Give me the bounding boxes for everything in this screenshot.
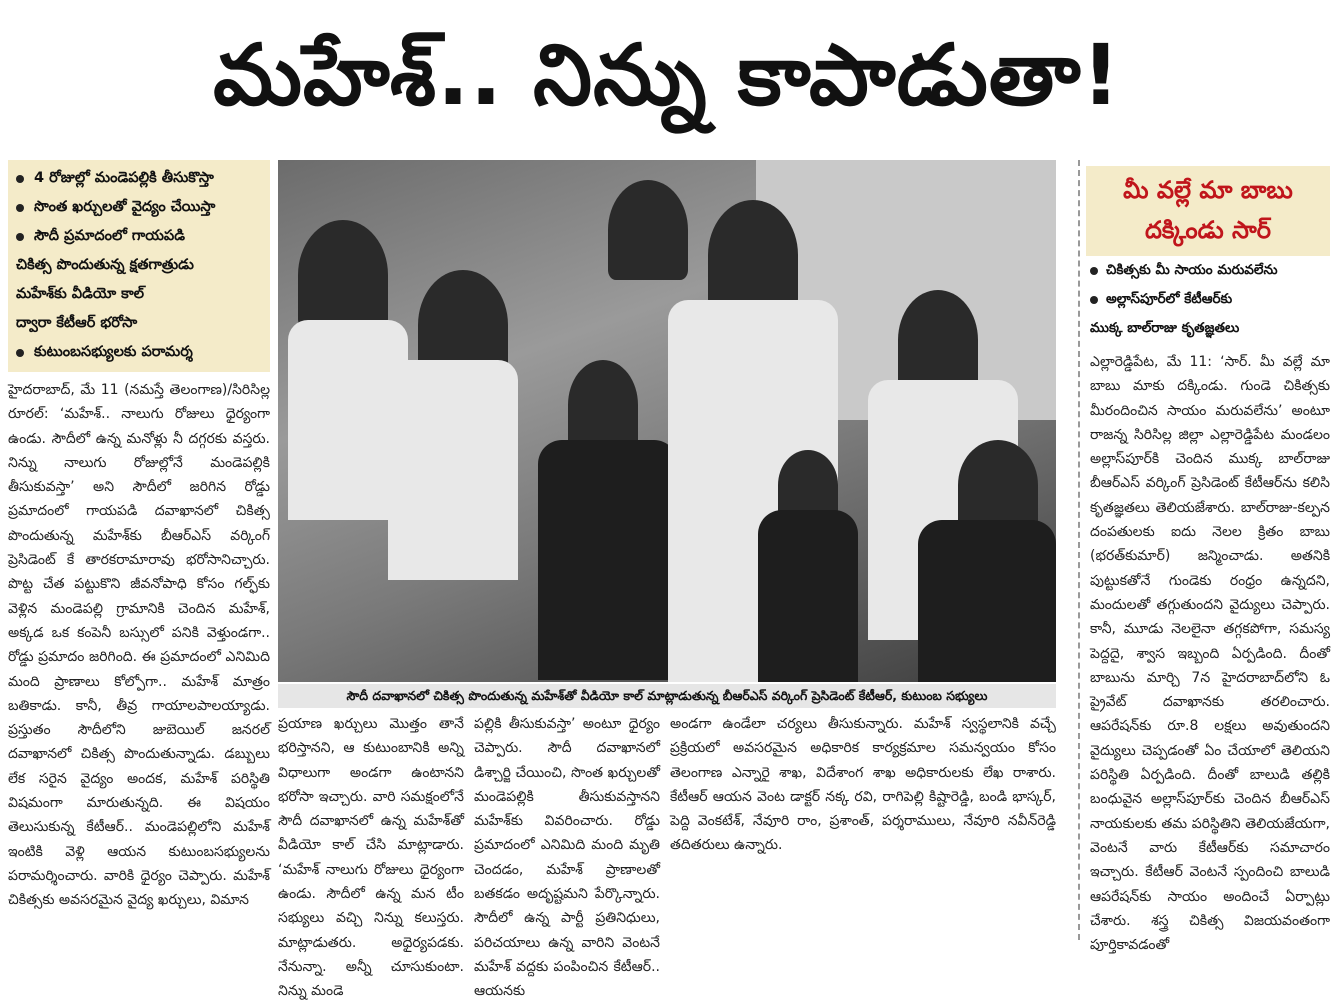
news-photo — [278, 160, 1056, 682]
bullet-icon — [16, 175, 24, 183]
highlights-box — [8, 160, 270, 372]
highlight-item — [16, 222, 264, 251]
sidebar-bullet-item — [1090, 314, 1334, 343]
article-column-4 — [670, 712, 1056, 938]
highlight-text: ద్వారా కేటీఆర్‌ భరోసా — [16, 315, 138, 331]
article-text-col1: హైదరాబాద్‌, మే 11 (నమస్తే తెలంగాణ)/సిరిసిల్ల రూరల్‌: ‘మహేశ్‌.. నాలుగు రోజులు ధైర్యంగా ఉండు. సౌదీలో ఉన్న మనోళ్లు నీ దగ్గరకు వస్తరు. నిన్ను నాలుగు రోజుల్లోనే మండెపల్లికి తీసుకువస్తా’ అని సౌదీలో జరిగిన రోడ్డు ప్రమాదంలో గాయపడి దవాఖానలో చికిత్స పొందుతున్న మహేశ్‌కు బీఆర్‌ఎస్‌ వర్కింగ్‌ ప్రెసిడెంట్‌ కే తారకరామారావు భరోసానిచ్చారు. పొట్ట చేత పట్టుకొని జీవనోపాధి కోసం గల్ఫ్‌కు వెళ్లిన మండెపల్లి గ్రామానికి చెందిన మహేశ్‌, అక్కడ ఒక కంపెనీ బస్సులో పనికి వెళ్తుండగా.. రోడ్డు ప్రమాదం జరిగింది. ఈ ప్రమాదంలో ఎనిమిది మంది ప్రాణాలు కోల్పోగా.. మహేశ్‌ మాత్రం బతికాడు. కానీ, తీవ్ర గాయాలపాలయ్యాడు. ప్రస్తుతం సౌదీలోని జుబెయిల్‌ జనరల్‌ దవాఖానలో చికిత్స పొందుతున్నాడు. డబ్బులు లేక సరైన వైద్యం అందక, మహేశ్‌ పరిస్థితి విషమంగా మారుతున్నది. ఈ విషయం తెలుసుకున్న కేటీఆర్‌.. మండెపల్లిలోని మహేశ్‌ ఇంటికి వెళ్లి ఆయన కుటుంబసభ్యులను పరామర్శించారు. వారికి ధైర్యం చెప్పారు. మహేశ్‌ చికిత్సకు అవసరమైన వైద్య ఖర్చులు, విమాన — [8, 382, 270, 909]
article-text-col2: ప్రయాణ ఖర్చులు మొత్తం తానే భరిస్తానని, ఆ కుటుంబానికి అన్ని విధాలుగా అండగా ఉంటానని భరోసా ఇచ్చారు. వారి సమక్షంలోనే సౌదీ దవాఖానలో ఉన్న మహేశ్‌తో వీడియో కాల్‌ చేసి మాట్లాడారు. ‘మహేశ్‌ నాలుగు రోజులు ధైర్యంగా ఉండు. సౌదీలో ఉన్న మన టీం సభ్యులు వచ్చి నిన్ను కలుస్తరు. మాట్లాడుతరు. అధైర్యపడకు. నేనున్నా. అన్నీ చూసుకుంటా. నిన్ను మండె — [278, 716, 464, 1000]
highlight-text: సౌదీ ప్రమాదంలో గాయపడి — [34, 228, 185, 244]
article-text-col3: పల్లికి తీసుకువస్తా’ అంటూ ధైర్యం చెప్పారు. సౌదీ దవాఖానలో డిశ్చార్జి చేయించి, సొంత ఖర్చులతో మండెపల్లికి తీసుకువస్తానని మహేశ్‌కు వివరించారు. రోడ్డు ప్రమాదంలో ఎనిమిది మంది మృతి చెందడం, మహేశ్‌ ప్రాణాలతో బతకడం అదృష్టమని పేర్కొన్నారు. సౌదీలో ఉన్న పార్టీ ప్రతినిధులు, పరిచయాలు ఉన్న వారిని వెంటనే మహేశ్‌ వద్దకు పంపించిన కేటీఆర్‌.. ఆయనకు — [474, 716, 660, 1000]
highlight-item — [16, 309, 264, 338]
sidebar-title-line2: దక్కిండు సార్‌ — [1144, 216, 1272, 244]
article-text-col4: అండగా ఉండేలా చర్యలు తీసుకున్నారు. మహేశ్‌ స్వస్థలానికి వచ్చే ప్రక్రియలో అవసరమైన అధికారిక కార్యక్రమాల సమన్వయం కోసం తెలంగాణ ఎన్నారై శాఖ, విదేశాంగ శాఖ అధికారులకు లేఖ రాశారు. కేటీఆర్‌ ఆయన వెంట డాక్టర్‌ నక్క రవి, రాగిపెల్లి కిష్టారెడ్డి, బండి భాస్కర్‌, పెద్ది వెంకటేశ్‌, నేవూరి రాం, ప్రశాంత్‌, పర్శరాములు, నేవూరి నవీన్‌రెడ్డి తదితరులు ఉన్నారు. — [670, 716, 1056, 854]
bullet-icon — [16, 204, 24, 212]
highlight-item — [16, 251, 264, 280]
highlight-text: మహేశ్‌కు వీడియో కాల్‌ — [16, 286, 145, 302]
sidebar-title-line1: మీ వల్లే మా బాబు — [1123, 176, 1293, 204]
sidebar-bullet-text: అల్లాస్‌పూర్‌లో కేటీఆర్‌కు — [1106, 291, 1233, 307]
photo-caption: సౌదీ దవాఖానలో చికిత్స పొందుతున్న మహేశ్‌తో వీడియో కాల్‌ మాట్లాడుతున్న బీఆర్‌ఎస్‌ వర్కింగ్‌ ప్రెసిడెంట్‌ కేటీఆర్‌, కుటుంబ సభ్యులు — [278, 684, 1056, 708]
sidebar-bullet-text: చికిత్సకు మీ సాయం మరువలేను — [1106, 262, 1278, 278]
highlight-item — [16, 164, 264, 193]
highlight-item — [16, 338, 264, 367]
highlight-item — [16, 193, 264, 222]
sidebar-article — [1090, 350, 1330, 954]
highlights-list — [8, 160, 270, 367]
article-column-2 — [278, 712, 464, 1000]
bullet-icon — [16, 233, 24, 241]
sidebar-title — [1086, 166, 1330, 256]
bullet-icon — [16, 349, 24, 357]
sidebar-bullet-text: ముక్క బాల్‌రాజు కృతజ్ఞతలు — [1090, 320, 1240, 336]
article-column-1 — [8, 378, 270, 938]
sidebar-bullet-item — [1090, 285, 1334, 314]
bullet-icon — [1090, 267, 1098, 275]
sidebar-bullets — [1090, 256, 1334, 343]
highlight-item — [16, 280, 264, 309]
article-column-3 — [474, 712, 660, 1000]
sidebar-body-text: ఎల్లారెడ్డిపేట, మే 11: ‘సార్‌. మీ వల్లే మా బాబు మాకు దక్కిండు. గుండె చికిత్సకు మీరందించిన సాయం మరువలేను’ అంటూ రాజన్న సిరిసిల్ల జిల్లా ఎల్లారెడ్డిపేట మండలం అల్లాస్‌పూర్‌కి చెందిన ముక్క బాల్‌రాజు బీఆర్‌ఎస్‌ వర్కింగ్‌ ప్రెసిడెంట్‌ కేటీఆర్‌ను కలిసి కృతజ్ఞతలు తెలియజేశారు. బాల్‌రాజు-కల్పన దంపతులకు ఐదు నెలల క్రితం బాబు (భరత్‌కుమార్‌) జన్మించాడు. అతనికి పుట్టుకతోనే గుండెకు రంధ్రం ఉన్నదని, మందులతో తగ్గుతుందని వైద్యులు చెప్పారు. కానీ, మూడు నెలలైనా తగ్గకపోగా, సమస్య పెద్దదై, శ్వాస ఇబ్బంది ఏర్పడింది. దీంతో బాబును మార్చి 7న హైదరాబాద్‌లోని ఓ ప్రైవేట్‌ దవాఖానకు తరలించారు. ఆపరేషన్‌కు రూ.8 లక్షలు అవుతుందని వైద్యులు చెప్పడంతో ఏం చేయాలో తెలియని పరిస్థితి ఏర్పడింది. దీంతో బాలుడి తల్లికి బంధువైన అల్లాస్‌పూర్‌కు చెందిన బీఆర్‌ఎస్‌ నాయకులకు తమ పరిస్థితిని తెలియజేయగా, వెంటనే వారు కేటీఆర్‌కు సమాచారం ఇచ్చారు. కేటీఆర్‌ వెంటనే స్పందించి బాలుడి ఆపరేషన్‌కు సాయం అందించే ఏర్పాట్లు చేశారు. శస్త్ర చికిత్స విజయవంతంగా పూర్తికావడంతో — [1090, 354, 1330, 954]
sidebar-bullet-item — [1090, 256, 1334, 285]
highlight-text: 4 రోజుల్లో మండెపల్లికి తీసుకొస్తా — [34, 170, 214, 186]
highlight-text: సొంత ఖర్చులతో వైద్యం చేయిస్తా — [34, 199, 216, 215]
bullet-icon — [1090, 296, 1098, 304]
highlight-text: కుటుంబసభ్యులకు పరామర్శ — [34, 344, 193, 360]
headline: మహేశ్‌.. నిన్ను కాపాడుతా! — [213, 26, 1121, 124]
highlight-text: చికిత్స పొందుతున్న క్షతగాత్రుడు — [16, 257, 194, 273]
